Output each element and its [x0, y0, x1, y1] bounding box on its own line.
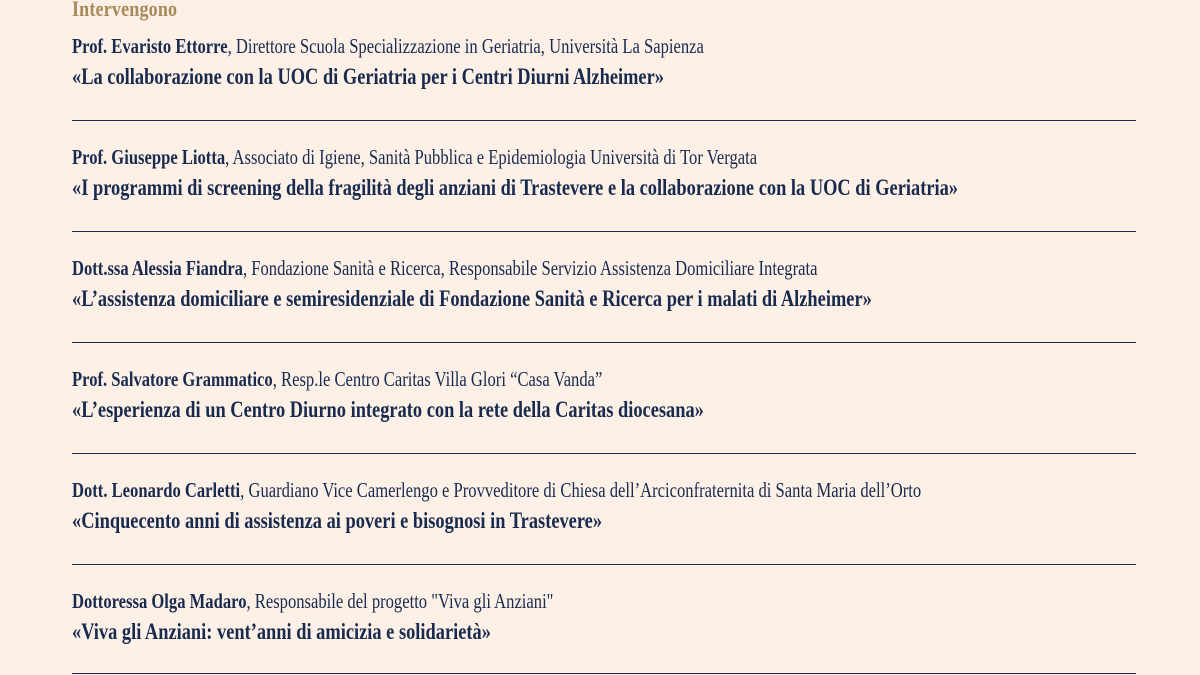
speaker-name: Prof. Giuseppe Liotta: [72, 145, 226, 169]
divider-line: [72, 673, 1136, 674]
divider-line: [72, 564, 1136, 565]
speaker-line: [72, 33, 913, 59]
talk-title: «L’assistenza domiciliare e semiresidenziale di Fondazione Sanità e Ricerca per i malati di Alzheimer»: [72, 286, 872, 311]
divider-line: [72, 120, 1136, 121]
speaker-role: , Resp.le Centro Caritas Villa Glori “Casa Vanda”: [272, 367, 603, 391]
speaker-entry: [72, 144, 1136, 202]
speaker-name: Dott. Leonardo Carletti: [72, 478, 241, 502]
section-heading: Intervengono: [72, 0, 178, 21]
talk-title: «L’esperienza di un Centro Diurno integrato con la rete della Caritas diocesana»: [72, 397, 704, 422]
divider-line: [72, 453, 1136, 454]
speaker-entry: [72, 255, 1136, 313]
speaker-name: Prof. Evaristo Ettorre: [72, 34, 228, 58]
speaker-name: Prof. Salvatore Grammatico: [72, 367, 273, 391]
speaker-entry: [72, 477, 1136, 535]
talk-title: «Viva gli Anziani: vent’anni di amicizia e solidarietà»: [72, 619, 491, 644]
speaker-entry: [72, 366, 1136, 424]
speaker-line: [72, 588, 913, 614]
speaker-entry: [72, 33, 1136, 91]
divider-line: [72, 342, 1136, 343]
divider-line: [72, 231, 1136, 232]
speaker-role: , Associato di Igiene, Sanità Pubblica e Epidemiologia Università di Tor Vergata: [225, 145, 758, 169]
talk-title: «I programmi di screening della fragilità degli anziani di Trastevere e la collaborazione con la UOC di Geriatria»: [72, 175, 959, 200]
speaker-line: [72, 144, 913, 170]
speaker-line: [72, 366, 913, 392]
talk-title: «Cinquecento anni di assistenza ai poveri e bisognosi in Trastevere»: [72, 508, 603, 533]
speaker-entry: [72, 588, 1136, 646]
speaker-name: Dottoressa Olga Madaro: [72, 589, 247, 613]
talk-title: «La collaborazione con la UOC di Geriatria per i Centri Diurni Alzheimer»: [72, 64, 664, 89]
speaker-role: , Responsabile del progetto "Viva gli Anziani": [246, 589, 554, 613]
speaker-role: , Direttore Scuola Specializzazione in Geriatria, Università La Sapienza: [227, 34, 704, 58]
speaker-role: , Fondazione Sanità e Ricerca, Responsabile Servizio Assistenza Domiciliare Integrata: [242, 256, 818, 280]
speaker-name: Dott.ssa Alessia Fiandra: [72, 256, 243, 280]
speaker-line: [72, 477, 922, 503]
speaker-role: , Guardiano Vice Camerlengo e Provveditore di Chiesa dell’Arciconfraternita di Santa Maria dell’Orto: [240, 478, 922, 502]
speaker-line: [72, 255, 913, 281]
